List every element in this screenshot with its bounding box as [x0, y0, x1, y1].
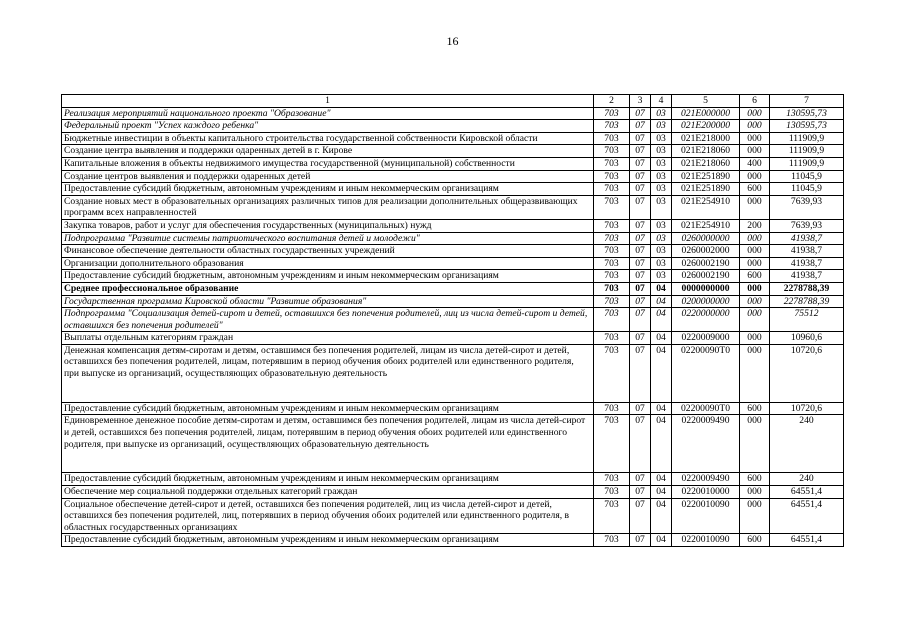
section-code-cell: 07: [630, 219, 651, 232]
subsection-code-cell: 03: [651, 120, 672, 133]
section-code-cell: 07: [630, 195, 651, 219]
section-code-cell: 07: [630, 145, 651, 158]
amount-cell: 130595,73: [770, 120, 844, 133]
target-article-cell: 021E254910: [672, 195, 740, 219]
amount-cell: 75512: [770, 308, 844, 332]
row-name-cell: Федеральный проект "Успех каждого ребенка": [62, 120, 594, 133]
section-code-cell: 07: [630, 183, 651, 196]
row-name-cell: Предоставление субсидий бюджетным, автономным учреждениям и иным некоммерческим организациям: [62, 473, 594, 486]
row-name-cell: Предоставление субсидий бюджетным, автономным учреждениям и иным некоммерческим организациям: [62, 270, 594, 283]
ministry-code-cell: 703: [594, 120, 630, 133]
subsection-code-cell: 04: [651, 344, 672, 402]
expense-type-cell: 200: [740, 219, 770, 232]
row-name-cell: Выплаты отдельным категориям граждан: [62, 332, 594, 345]
amount-cell: 240: [770, 473, 844, 486]
ministry-code-cell: 703: [594, 415, 630, 473]
section-code-cell: 07: [630, 132, 651, 145]
ministry-code-cell: 703: [594, 473, 630, 486]
expense-type-cell: 600: [740, 183, 770, 196]
section-code-cell: 07: [630, 486, 651, 499]
ministry-code-cell: 703: [594, 245, 630, 258]
row-name-cell: Предоставление субсидий бюджетным, автономным учреждениям и иным некоммерческим организациям: [62, 183, 594, 196]
table-row: [62, 245, 844, 258]
header-cell: 3: [630, 95, 651, 108]
target-article-cell: 021E218060: [672, 157, 740, 170]
table-row: [62, 145, 844, 158]
table-row: [62, 157, 844, 170]
table-row: [62, 282, 844, 295]
expense-type-cell: 400: [740, 157, 770, 170]
section-code-cell: 07: [630, 308, 651, 332]
ministry-code-cell: 703: [594, 498, 630, 534]
row-name-cell: Бюджетные инвестиции в объекты капитального строительства государственной собственности Кировской области: [62, 132, 594, 145]
row-name-cell: Предоставление субсидий бюджетным, автономным учреждениям и иным некоммерческим организациям: [62, 534, 594, 547]
amount-cell: 64551,4: [770, 534, 844, 547]
ministry-code-cell: 703: [594, 232, 630, 245]
expense-type-cell: 600: [740, 402, 770, 415]
table-row: [62, 170, 844, 183]
section-code-cell: 07: [630, 157, 651, 170]
amount-cell: 111909,9: [770, 157, 844, 170]
header-cell: 6: [740, 95, 770, 108]
ministry-code-cell: 703: [594, 402, 630, 415]
ministry-code-cell: 703: [594, 157, 630, 170]
table-row: [62, 473, 844, 486]
table-row: [62, 486, 844, 499]
section-code-cell: 07: [630, 473, 651, 486]
table-row: [62, 195, 844, 219]
budget-table: [61, 94, 844, 547]
table-row: [62, 132, 844, 145]
target-article-cell: 021E218060: [672, 145, 740, 158]
amount-cell: 2278788,39: [770, 282, 844, 295]
subsection-code-cell: 04: [651, 308, 672, 332]
ministry-code-cell: 703: [594, 219, 630, 232]
section-code-cell: 07: [630, 282, 651, 295]
expense-type-cell: 000: [740, 132, 770, 145]
table-row: [62, 308, 844, 332]
subsection-code-cell: 04: [651, 282, 672, 295]
subsection-code-cell: 03: [651, 245, 672, 258]
section-code-cell: 07: [630, 295, 651, 308]
ministry-code-cell: 703: [594, 145, 630, 158]
section-code-cell: 07: [630, 120, 651, 133]
ministry-code-cell: 703: [594, 270, 630, 283]
table-row: [62, 232, 844, 245]
section-code-cell: 07: [630, 257, 651, 270]
target-article-cell: 0000000000: [672, 282, 740, 295]
amount-cell: 41938,7: [770, 232, 844, 245]
section-code-cell: 07: [630, 107, 651, 120]
target-article-cell: 0220009490: [672, 473, 740, 486]
table-row: [62, 415, 844, 473]
expense-type-cell: 000: [740, 195, 770, 219]
amount-cell: 64551,4: [770, 486, 844, 499]
target-article-cell: 021E254910: [672, 219, 740, 232]
ministry-code-cell: 703: [594, 257, 630, 270]
table-row: [62, 332, 844, 345]
section-code-cell: 07: [630, 415, 651, 473]
section-code-cell: 07: [630, 498, 651, 534]
expense-type-cell: 000: [740, 498, 770, 534]
header-cell: 7: [770, 95, 844, 108]
amount-cell: 10720,6: [770, 402, 844, 415]
subsection-code-cell: 03: [651, 232, 672, 245]
table-row: [62, 120, 844, 133]
row-name-cell: Организации дополнительного образования: [62, 257, 594, 270]
subsection-code-cell: 04: [651, 498, 672, 534]
subsection-code-cell: 03: [651, 195, 672, 219]
row-name-cell: Среднее профессиональное образование: [62, 282, 594, 295]
target-article-cell: 021E251890: [672, 170, 740, 183]
section-code-cell: 07: [630, 245, 651, 258]
table-row: [62, 270, 844, 283]
row-name-cell: Создание центров выявления и поддержки одаренных детей: [62, 170, 594, 183]
row-name-cell: Капитальные вложения в объекты недвижимого имущества государственной (муниципальной) собственности: [62, 157, 594, 170]
amount-cell: 130595,73: [770, 107, 844, 120]
target-article-cell: 0220009000: [672, 332, 740, 345]
target-article-cell: 0220000000: [672, 308, 740, 332]
header-cell: 4: [651, 95, 672, 108]
row-name-cell: Обеспечение мер социальной поддержки отдельных категорий граждан: [62, 486, 594, 499]
row-name-cell: Государственная программа Кировской области "Развитие образования": [62, 295, 594, 308]
subsection-code-cell: 03: [651, 170, 672, 183]
target-article-cell: 0220010090: [672, 498, 740, 534]
subsection-code-cell: 04: [651, 415, 672, 473]
table-row: [62, 295, 844, 308]
subsection-code-cell: 03: [651, 157, 672, 170]
section-code-cell: 07: [630, 270, 651, 283]
subsection-code-cell: 04: [651, 534, 672, 547]
ministry-code-cell: 703: [594, 295, 630, 308]
page-number: 16: [446, 34, 459, 48]
expense-type-cell: 000: [740, 170, 770, 183]
ministry-code-cell: 703: [594, 344, 630, 402]
row-name-cell: Подпрограмма "Развитие системы патриотического воспитания детей и молодежи": [62, 232, 594, 245]
row-name-cell: Единовременное денежное пособие детям-сиротам и детям, оставшимся без попечения родителей, лицам из числа детей-сирот и детей, оставшихся без попечения родителей, лицам, потерявшим в период обучения обоих родителей или единственного родителя, при выпуске из организаций, осуществляющих образовательную деятельность: [62, 415, 594, 473]
amount-cell: 111909,9: [770, 145, 844, 158]
subsection-code-cell: 04: [651, 332, 672, 345]
ministry-code-cell: 703: [594, 534, 630, 547]
subsection-code-cell: 03: [651, 107, 672, 120]
ministry-code-cell: 703: [594, 195, 630, 219]
expense-type-cell: 600: [740, 473, 770, 486]
expense-type-cell: 000: [740, 282, 770, 295]
target-article-cell: 02200090Т0: [672, 344, 740, 402]
header-cell: 5: [672, 95, 740, 108]
expense-type-cell: 000: [740, 107, 770, 120]
section-code-cell: 07: [630, 534, 651, 547]
amount-cell: 7639,93: [770, 219, 844, 232]
subsection-code-cell: 03: [651, 145, 672, 158]
row-name-cell: Подпрограмма "Социализация детей-сирот и детей, оставшихся без попечения родителей, лиц из числа детей-сирот и детей, оставшихся без попечения родителей": [62, 308, 594, 332]
expense-type-cell: 000: [740, 120, 770, 133]
section-code-cell: 07: [630, 402, 651, 415]
target-article-cell: 0220010000: [672, 486, 740, 499]
target-article-cell: 0220010090: [672, 534, 740, 547]
ministry-code-cell: 703: [594, 132, 630, 145]
amount-cell: 10720,6: [770, 344, 844, 402]
subsection-code-cell: 03: [651, 219, 672, 232]
expense-type-cell: 000: [740, 486, 770, 499]
expense-type-cell: 000: [740, 232, 770, 245]
amount-cell: 2278788,39: [770, 295, 844, 308]
table-body: [62, 95, 844, 547]
expense-type-cell: 000: [740, 344, 770, 402]
expense-type-cell: 000: [740, 245, 770, 258]
row-name-cell: Финансовое обеспечение деятельности областных государственных учреждений: [62, 245, 594, 258]
expense-type-cell: 000: [740, 257, 770, 270]
amount-cell: 7639,93: [770, 195, 844, 219]
section-code-cell: 07: [630, 232, 651, 245]
table-row: [62, 219, 844, 232]
target-article-cell: 0260002000: [672, 245, 740, 258]
ministry-code-cell: 703: [594, 486, 630, 499]
expense-type-cell: 000: [740, 332, 770, 345]
subsection-code-cell: 03: [651, 132, 672, 145]
amount-cell: 41938,7: [770, 245, 844, 258]
ministry-code-cell: 703: [594, 107, 630, 120]
amount-cell: 41938,7: [770, 270, 844, 283]
table-row: [62, 498, 844, 534]
section-code-cell: 07: [630, 332, 651, 345]
subsection-code-cell: 03: [651, 183, 672, 196]
row-name-cell: Социальное обеспечение детей-сирот и детей, оставшихся без попечения родителей, лиц из числа детей-сирот и детей, оставшихся без попечения родителей, лиц, потерявших в период обучения обоих родителей или единственного родителя, в областных государственных организациях: [62, 498, 594, 534]
subsection-code-cell: 04: [651, 295, 672, 308]
table-row: [62, 257, 844, 270]
expense-type-cell: 600: [740, 270, 770, 283]
table-row: [62, 534, 844, 547]
target-article-cell: 021E000000: [672, 107, 740, 120]
target-article-cell: 021E251890: [672, 183, 740, 196]
target-article-cell: 0260002190: [672, 257, 740, 270]
target-article-cell: 021E200000: [672, 120, 740, 133]
target-article-cell: 02200090Т0: [672, 402, 740, 415]
subsection-code-cell: 03: [651, 270, 672, 283]
expense-type-cell: 000: [740, 415, 770, 473]
row-name-cell: Предоставление субсидий бюджетным, автономным учреждениям и иным некоммерческим организациям: [62, 402, 594, 415]
target-article-cell: 0260000000: [672, 232, 740, 245]
table-row: [62, 344, 844, 402]
ministry-code-cell: 703: [594, 282, 630, 295]
subsection-code-cell: 04: [651, 473, 672, 486]
subsection-code-cell: 03: [651, 257, 672, 270]
row-name-cell: Денежная компенсация детям-сиротам и детям, оставшимся без попечения родителей, лицам из числа детей-сирот и детей, оставшихся без попечения родителей, лицам, потерявшим в период обучения обоих родителей или единственного родителя, при выпуске из организаций, осуществляющих образовательную деятельность: [62, 344, 594, 402]
ministry-code-cell: 703: [594, 332, 630, 345]
section-code-cell: 07: [630, 170, 651, 183]
subsection-code-cell: 04: [651, 402, 672, 415]
amount-cell: 11045,9: [770, 183, 844, 196]
ministry-code-cell: 703: [594, 183, 630, 196]
row-name-cell: Создание новых мест в образовательных организациях различных типов для реализации дополнительных общеразвивающих программ всех направленностей: [62, 195, 594, 219]
row-name-cell: Закупка товаров, работ и услуг для обеспечения государственных (муниципальных) нужд: [62, 219, 594, 232]
ministry-code-cell: 703: [594, 170, 630, 183]
amount-cell: 240: [770, 415, 844, 473]
target-article-cell: 0260002190: [672, 270, 740, 283]
table-row: [62, 183, 844, 196]
amount-cell: 41938,7: [770, 257, 844, 270]
row-name-cell: Создание центра выявления и поддержки одаренных детей в г. Кирове: [62, 145, 594, 158]
subsection-code-cell: 04: [651, 486, 672, 499]
ministry-code-cell: 703: [594, 308, 630, 332]
amount-cell: 10960,6: [770, 332, 844, 345]
expense-type-cell: 000: [740, 308, 770, 332]
target-article-cell: 0220009490: [672, 415, 740, 473]
expense-type-cell: 000: [740, 295, 770, 308]
amount-cell: 64551,4: [770, 498, 844, 534]
expense-type-cell: 000: [740, 145, 770, 158]
section-code-cell: 07: [630, 344, 651, 402]
header-cell: 1: [62, 95, 594, 108]
target-article-cell: 021E218000: [672, 132, 740, 145]
header-cell: 2: [594, 95, 630, 108]
amount-cell: 11045,9: [770, 170, 844, 183]
table-row: [62, 107, 844, 120]
table-row: [62, 402, 844, 415]
header-row: [62, 95, 844, 108]
expense-type-cell: 600: [740, 534, 770, 547]
amount-cell: 111909,9: [770, 132, 844, 145]
row-name-cell: Реализация мероприятий национального проекта "Образование": [62, 107, 594, 120]
target-article-cell: 0200000000: [672, 295, 740, 308]
